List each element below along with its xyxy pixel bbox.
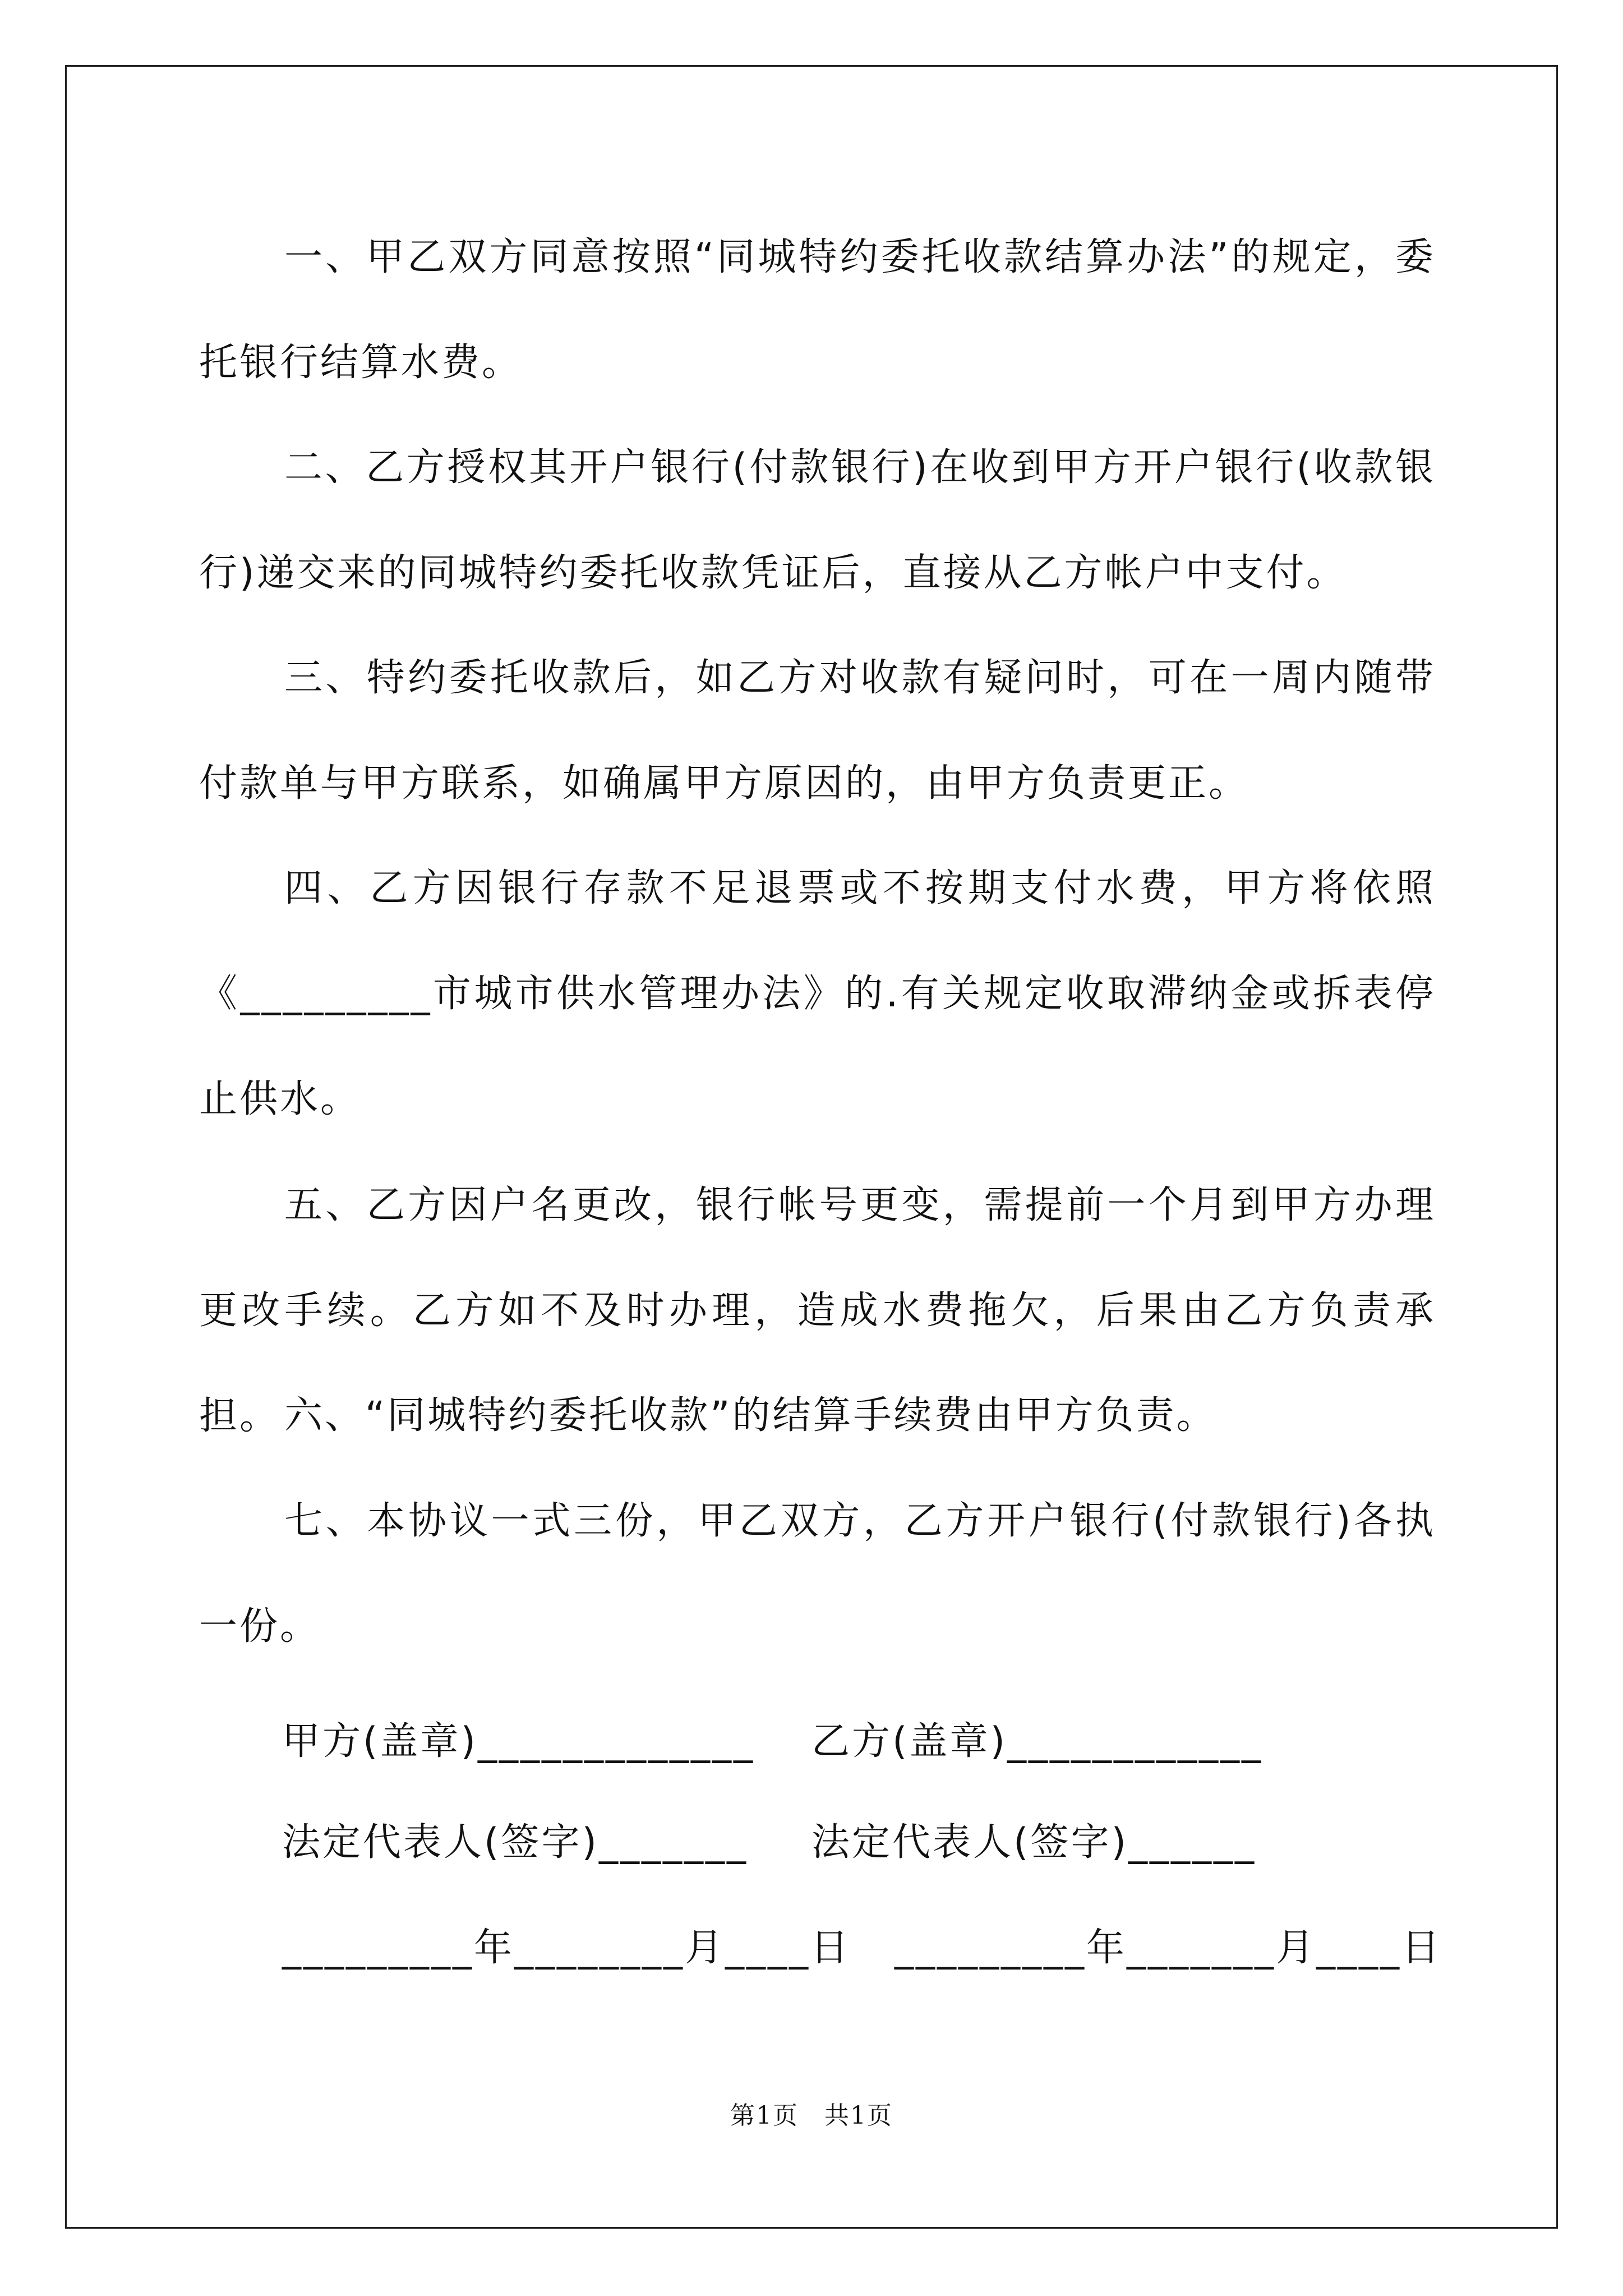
- party-b-date-line: _________年_______月____日: [895, 1926, 1442, 1970]
- clause-7: 七、本协议一式三份，甲乙双方，乙方开户银行(付款银行)各执一份。: [199, 1499, 1436, 1649]
- party-a-date-line: _________年________月____日: [282, 1926, 851, 1970]
- clause-1: 一、甲乙双方同意按照“同城特约委托收款结算办法”的规定，委托银行结算水费。: [199, 235, 1436, 385]
- clause-2: 二、乙方授权其开户银行(付款银行)在收到甲方开户银行(收款银行)递交来的同城特约委托收款凭证后，直接从乙方帐户中支付。: [199, 445, 1436, 595]
- clause-6: 六、“同城特约委托收款”的结算手续费由甲方负责。: [284, 1393, 1217, 1438]
- page-number: 第1页 共1页: [730, 2101, 893, 2130]
- clause-4: 四、乙方因银行存款不足退票或不按期支付水费，甲方将依照《_________市城市供水管理办法》的.有关规定收取滞纳金或拆表停止供水。: [199, 866, 1436, 1121]
- clause-5: 五、乙方因户名更改，银行帐号更变，需提前一个月到甲方办理更改手续。乙方如不及时办理，造成水费拖欠，后果由乙方负责承担。: [199, 1183, 1436, 1438]
- clause-3: 三、特约委托收款后，如乙方对收款有疑问时，可在一周内随带付款单与甲方联系，如确属甲方原因的，由甲方负责更正。: [199, 656, 1436, 806]
- party-b-representative-line: 法定代表人(签字)______: [811, 1820, 1257, 1865]
- party-a-seal-line: 甲方(盖章)_____________: [282, 1719, 755, 1764]
- party-a-representative-line: 法定代表人(签字)_______: [282, 1820, 749, 1865]
- party-b-seal-line: 乙方(盖章)____________: [811, 1719, 1264, 1764]
